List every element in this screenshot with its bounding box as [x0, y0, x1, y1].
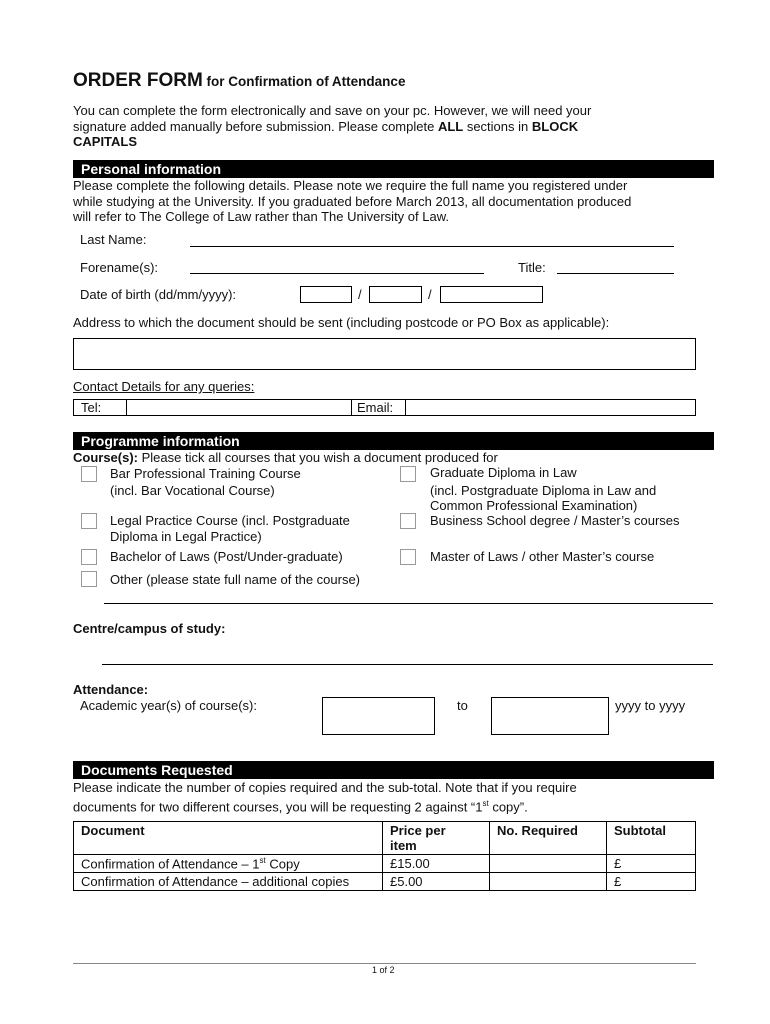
option-business: Business School degree / Master’s courses: [430, 513, 680, 528]
address-field[interactable]: [73, 338, 696, 370]
academic-years-label: Academic year(s) of course(s):: [80, 698, 257, 713]
year-format-hint: yyyy to yyyy: [615, 698, 686, 713]
row-required-field[interactable]: [490, 873, 607, 891]
checkbox-lpc[interactable]: [81, 513, 97, 529]
dob-day-field[interactable]: [300, 286, 352, 303]
row-document: Confirmation of Attendance – 1st Copy: [74, 855, 383, 873]
page-number: 1 of 2: [372, 965, 395, 975]
forenames-field[interactable]: [190, 273, 484, 274]
tel-label: Tel:: [81, 400, 102, 415]
title-sub: for Confirmation of Attendance: [206, 74, 406, 89]
dob-slash-2: /: [428, 287, 432, 302]
option-bptc: Bar Professional Training Course (incl. Bar Vocational Course): [110, 466, 301, 498]
centre-field[interactable]: [102, 664, 713, 665]
intro-text: [73, 103, 591, 150]
intro-line-3: CAPITALS: [73, 134, 138, 149]
option-lpc: Legal Practice Course (incl. Postgraduate Diploma in Legal Practice): [110, 513, 350, 544]
email-field[interactable]: [405, 400, 696, 415]
forenames-label: Forename(s):: [80, 260, 159, 275]
to-label: to: [457, 698, 468, 713]
checkbox-llb[interactable]: [81, 549, 97, 565]
title-field[interactable]: [557, 273, 674, 274]
row-subtotal-field[interactable]: £: [607, 873, 696, 891]
option-gdl: Graduate Diploma in Law (incl. Postgraduate Diploma in Law and Common Professional Examination): [430, 465, 657, 513]
col-price: Price per item: [383, 822, 490, 855]
centre-label: Centre/campus of study:: [73, 621, 226, 636]
checkbox-business[interactable]: [400, 513, 416, 529]
table-row: [74, 873, 696, 891]
personal-desc: Please complete the following details. Please note we require the full name you registered under while studying at the University. If you graduated before March 2013, all documentation produced will refer to The College of Law rather than The University of Law.: [73, 178, 632, 224]
col-subtotal: Subtotal: [607, 822, 696, 855]
row-subtotal-field[interactable]: £: [607, 855, 696, 873]
courses-intro: Course(s): Please tick all courses that you wish a document produced for: [73, 450, 498, 465]
row-required-field[interactable]: [490, 855, 607, 873]
checkbox-bptc[interactable]: [81, 466, 97, 482]
year-to-field[interactable]: [491, 697, 609, 735]
dob-slash-1: /: [358, 287, 362, 302]
row-price: £5.00: [383, 873, 490, 891]
page-title: [73, 70, 405, 92]
last-name-field[interactable]: [190, 246, 674, 247]
attendance-label: Attendance:: [73, 682, 149, 697]
email-label: Email:: [351, 400, 393, 415]
intro-line-1: You can complete the form electronically and save on your pc. However, we will need your: [73, 103, 592, 118]
row-document: Confirmation of Attendance – additional copies: [74, 873, 383, 891]
dob-month-field[interactable]: [369, 286, 422, 303]
footer-divider: [73, 963, 696, 964]
option-llb: Bachelor of Laws (Post/Under-graduate): [110, 549, 343, 564]
checkbox-llm[interactable]: [400, 549, 416, 565]
documents-desc: Please indicate the number of copies required and the sub-total. Note that if you require documents for two different courses, you will be requesting 2 against “1st copy”.: [73, 780, 577, 814]
tel-field[interactable]: [126, 400, 351, 415]
intro-line-2: signature added manually before submission. Please complete ALL sections in BLOCK: [73, 118, 579, 134]
contact-row: [73, 399, 696, 416]
contact-heading: Contact Details for any queries:: [73, 379, 255, 394]
option-other: Other (please state full name of the course): [110, 572, 361, 587]
checkbox-gdl[interactable]: [400, 466, 416, 482]
col-document: Document: [74, 822, 383, 855]
documents-table: [73, 821, 696, 891]
dob-year-field[interactable]: [440, 286, 543, 303]
checkbox-other[interactable]: [81, 571, 97, 587]
dob-label: Date of birth (dd/mm/yyyy):: [80, 287, 237, 302]
col-required: No. Required: [490, 822, 607, 855]
address-label: Address to which the document should be sent (including postcode or PO Box as applicable):: [73, 315, 610, 330]
year-from-field[interactable]: [322, 697, 435, 735]
table-row: [74, 855, 696, 873]
programme-info-heading: Programme information: [73, 432, 714, 450]
title-main: ORDER FORM: [73, 70, 203, 91]
documents-heading: Documents Requested: [73, 761, 714, 779]
personal-info-heading: Personal information: [73, 160, 714, 178]
last-name-label: Last Name:: [80, 232, 147, 247]
row-price: £15.00: [383, 855, 490, 873]
other-course-field[interactable]: [104, 603, 713, 604]
title-label: Title:: [518, 260, 546, 275]
option-llm: Master of Laws / other Master’s course: [430, 549, 655, 564]
table-header-row: [74, 822, 696, 855]
